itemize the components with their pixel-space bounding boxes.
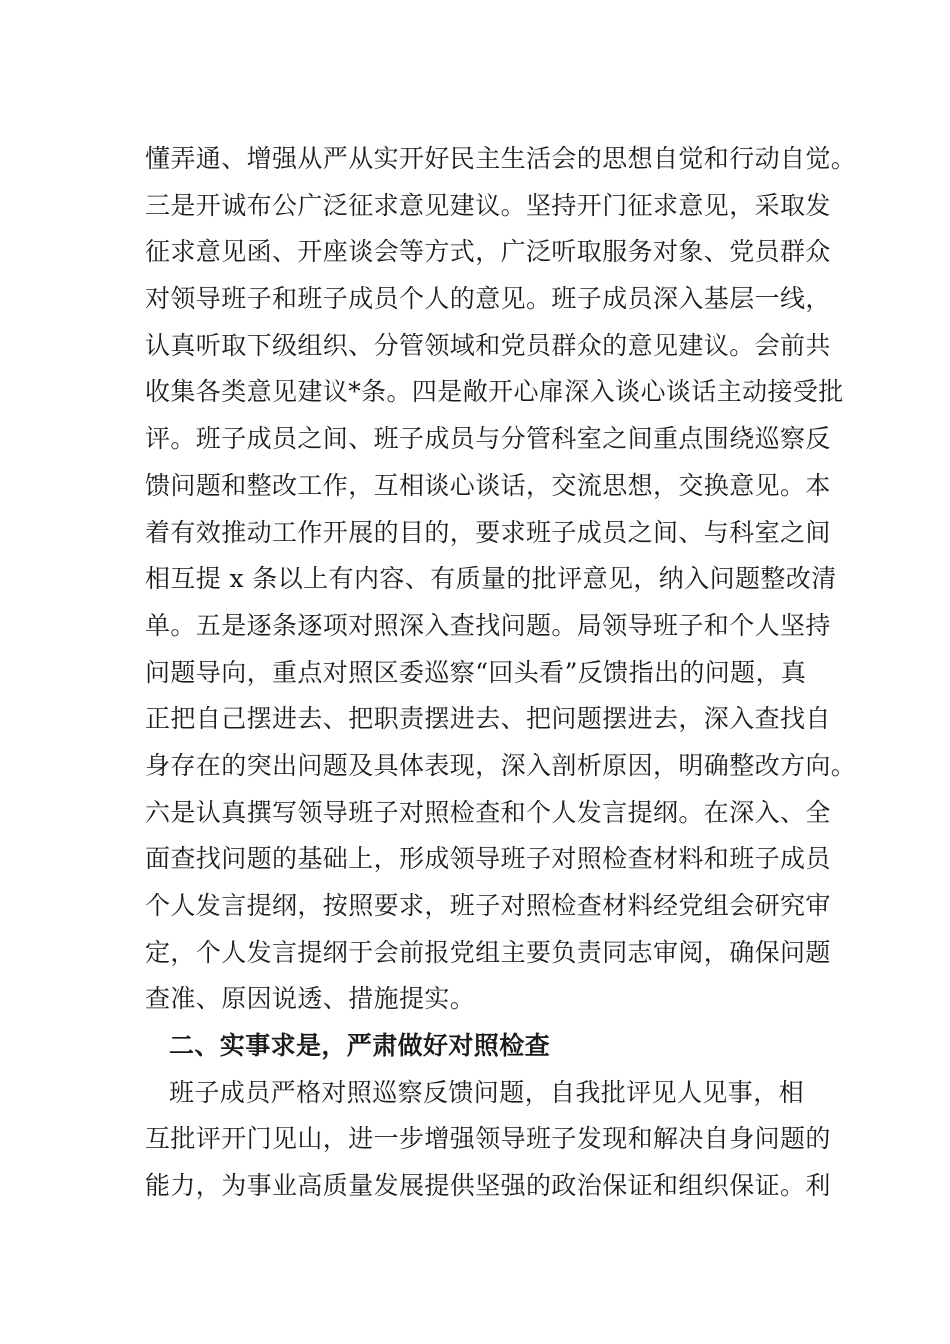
paragraph-line: 身存在的突出问题及具体表现，深入剖析原因，明确整改方向。 [145, 750, 857, 780]
document-body [145, 136, 857, 1210]
paragraph-line: 三是开诚布公广泛征求意见建议。坚持开门征求意见，采取发 [145, 190, 831, 220]
paragraph-line: 评。班子成员之间、班子成员与分管科室之间重点围绕巡察反 [145, 424, 831, 454]
paragraph-line: 对领导班子和班子成员个人的意见。班子成员深入基层一线， [145, 284, 831, 314]
paragraph-line: 馈问题和整改工作，互相谈心谈话，交流思想，交换意见。本 [145, 470, 831, 500]
paragraph-line: 问题导向，重点对照区委巡察“回头看”反馈指出的问题，真 [145, 657, 807, 687]
paragraph-line: 定，个人发言提纲于会前报党组主要负责同志审阅，确保问题 [145, 937, 831, 967]
paragraph-line: 认真听取下级组织、分管领域和党员群众的意见建议。会前共 [145, 330, 831, 360]
paragraph-line: 征求意见函、开座谈会等方式，广泛听取服务对象、党员群众 [145, 237, 831, 267]
paragraph-line: 面查找问题的基础上，形成领导班子对照检查材料和班子成员 [145, 844, 831, 874]
paragraph-line: 着有效推动工作开展的目的，要求班子成员之间、与科室之间 [145, 517, 831, 547]
paragraph-line: 班子成员严格对照巡察反馈问题，自我批评见人见事，相 [169, 1077, 805, 1107]
paragraph-line: 查准、原因说透、措施提实。 [145, 984, 476, 1014]
paragraph-line: 懂弄通、增强从严从实开好民主生活会的思想自觉和行动自觉。 [145, 144, 857, 173]
paragraph-line: 六是认真撰写领导班子对照检查和个人发言提纲。在深入、全 [145, 797, 831, 827]
paragraph-line: 正把自己摆进去、把职责摆进去、把问题摆进去，深入查找自 [145, 704, 831, 734]
paragraph-line: 能力，为事业高质量发展提供坚强的政治保证和组织保证。利 [145, 1171, 831, 1201]
section-heading: 二、实事求是，严肃做好对照检查 [169, 1031, 551, 1061]
paragraph-line: 互批评开门见山，进一步增强领导班子发现和解决自身问题的 [145, 1124, 831, 1154]
paragraph-line: 相互提 x 条以上有内容、有质量的批评意见，纳入问题整改清 [145, 564, 837, 594]
paragraph-line: 收集各类意见建议*条。四是敞开心扉深入谈心谈话主动接受批 [145, 377, 844, 407]
paragraph-line: 个人发言提纲，按照要求，班子对照检查材料经党组会研究审 [145, 891, 831, 920]
paragraph-line: 单。五是逐条逐项对照深入查找问题。局领导班子和个人坚持 [145, 610, 831, 640]
